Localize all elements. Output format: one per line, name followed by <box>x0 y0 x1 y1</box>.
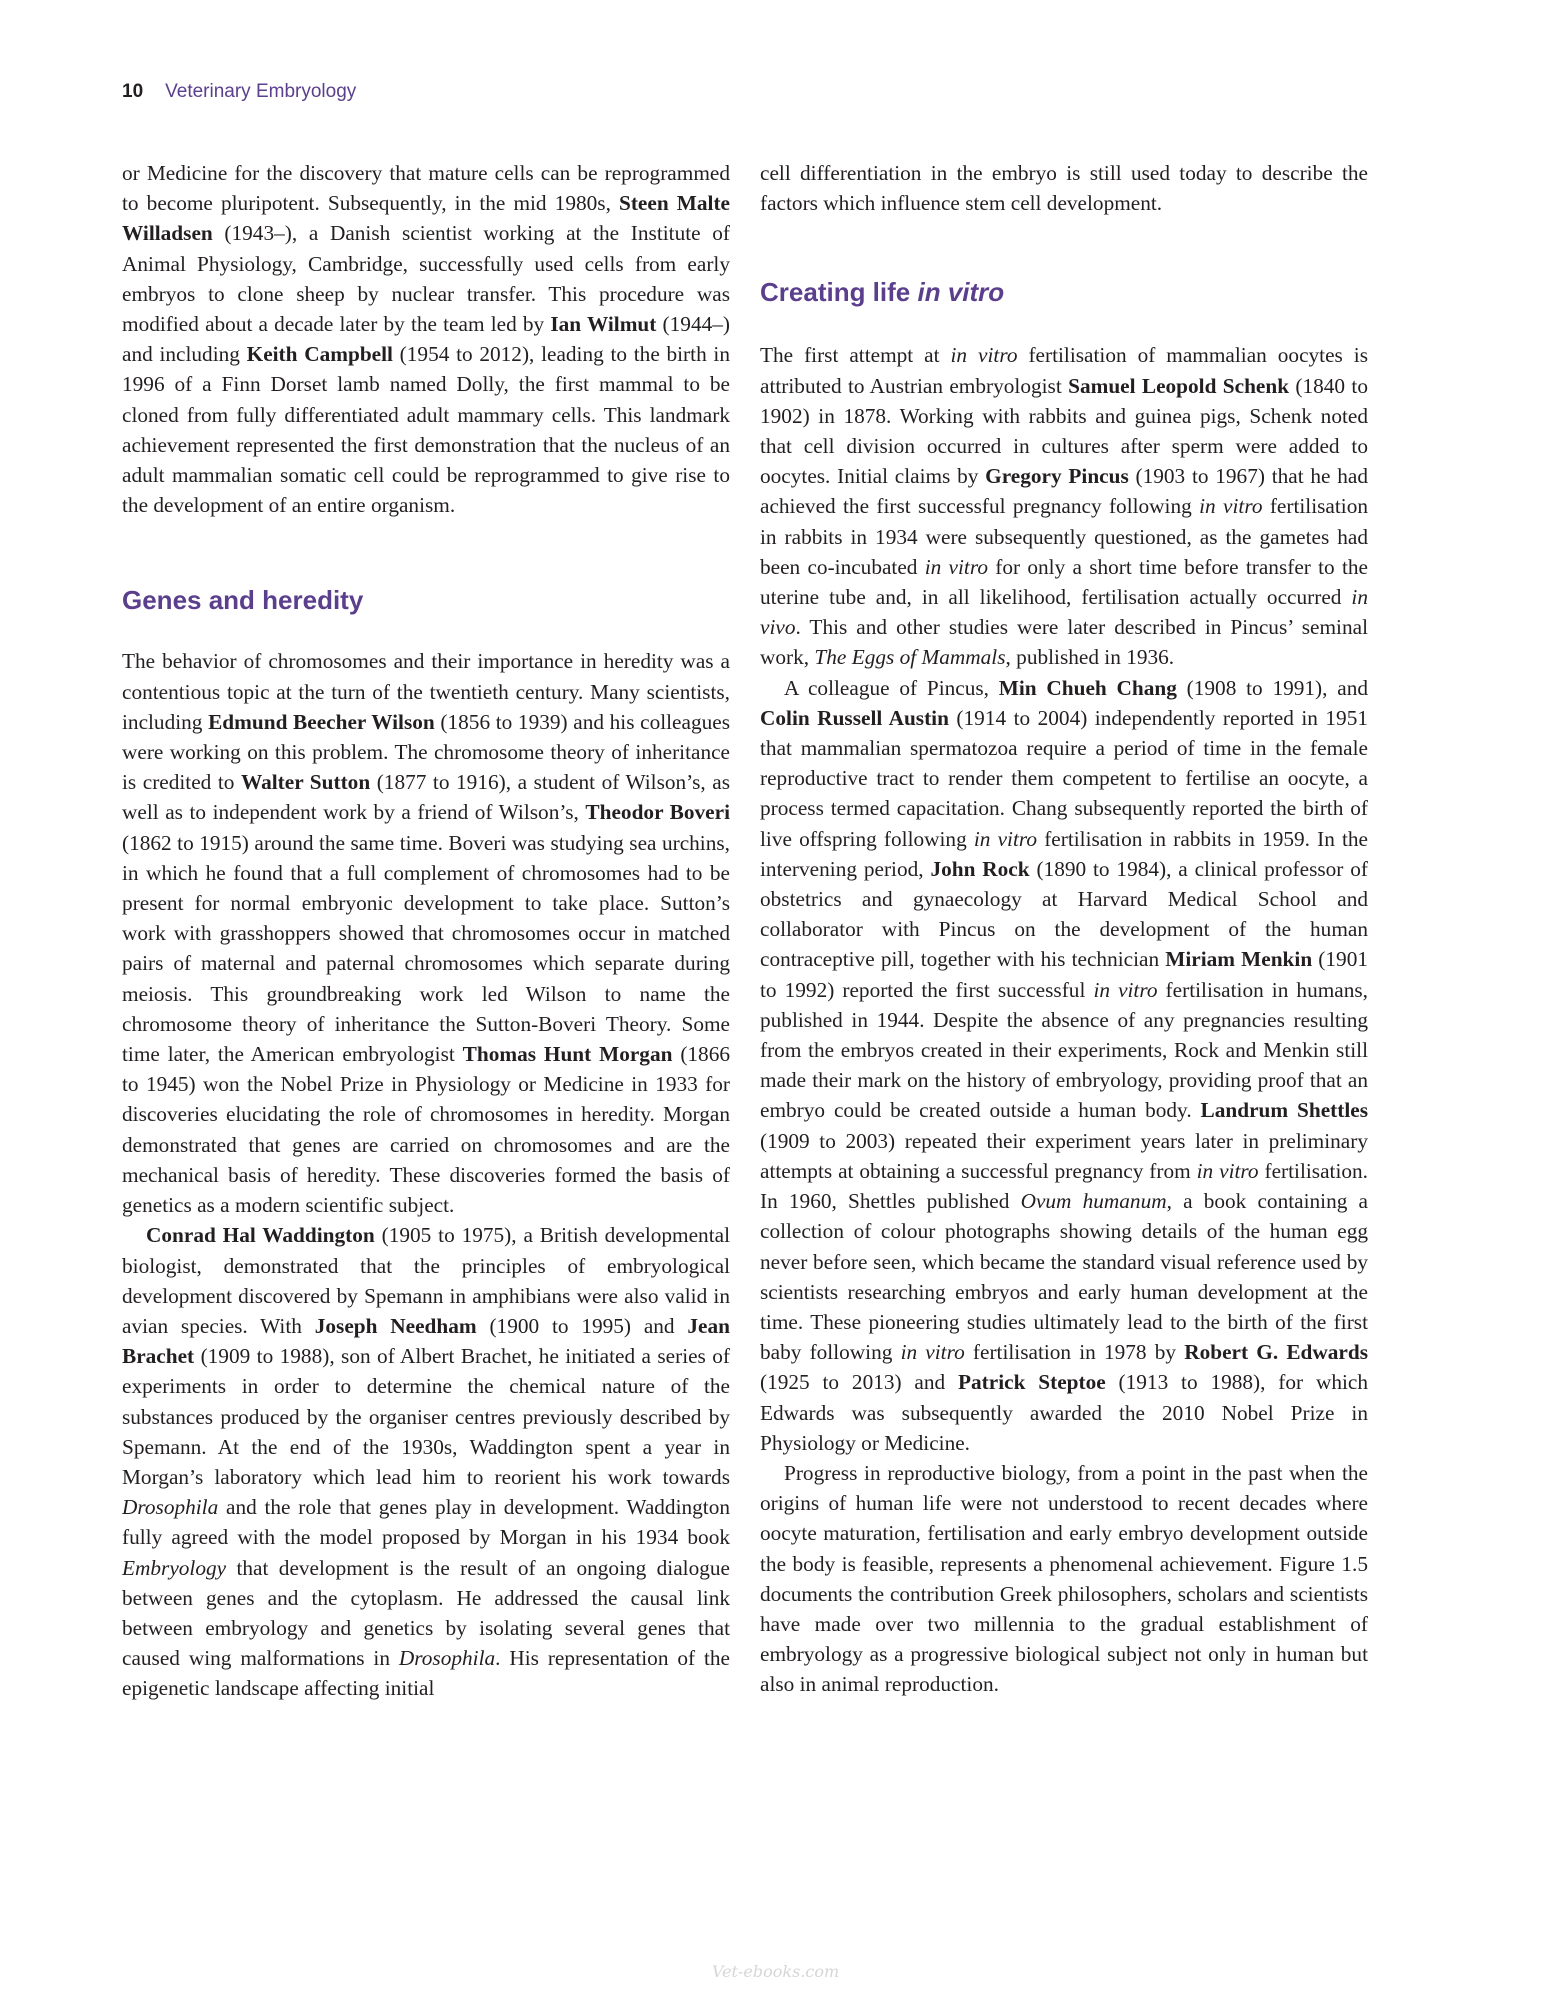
bold-name: Thomas Hunt Morgan <box>462 1042 673 1067</box>
text-run: A colleague of Pincus, <box>784 675 999 700</box>
text-run: , a book containing a collection of colour photographs showing details of the human egg never before seen, which became the standard visual reference used by scientists researching embryos and early human development at the time. These pioneering studies ultimately lead to the birth of the first baby following <box>760 1189 1368 1365</box>
bold-name: Gregory Pincus <box>985 464 1129 489</box>
bold-name: Walter Sutton <box>240 770 371 795</box>
text-run: (1866 to 1945) won the Nobel Prize in Physiology or Medicine in 1933 for discoveries elucidating the role of chromosomes in heredity. Morgan demonstrated that genes are carried on chromosomes and are the mechanical basis of heredity. These discoveries formed the basis of genetics as a modern scientific subject. <box>122 1042 730 1218</box>
text-run: , published in 1936. <box>1005 645 1175 670</box>
text-run: Creating life <box>760 277 918 308</box>
text-run: . This and other studies were later described in Pincus’ seminal work, <box>760 615 1368 670</box>
italic-text: in vitro <box>1196 1158 1259 1183</box>
text-run: (1909 to 2003) repeated their experiment years later in preliminary attempts at obtaining a successful pregnancy from <box>760 1128 1368 1183</box>
paragraph <box>122 158 730 520</box>
text-run: (1862 to 1915) around the same time. Boveri was studying sea urchins, in which he found that a full complement of chromosomes had to be present for normal embryonic development to take place. Sutton’s work with grasshoppers showed that chromosomes occur in matched pairs of maternal and paternal chromosomes which separate during meiosis. This groundbreaking work led Wilson to name the chromosome theory of inheritance the Sutton-Boveri Theory. Some time later, the American embryologist <box>122 830 730 1067</box>
italic-text: in vitro <box>924 554 988 579</box>
text-run: (1840 to 1902) in 1878. Working with rabbits and guinea pigs, Schenk noted that cell division occurred in cultures after sperm were added to oocytes. Initial claims by <box>760 373 1368 489</box>
text-run: cell differentiation in the embryo is still used today to describe the factors which influence stem cell development. <box>760 161 1368 216</box>
text-run: (1944–) and including <box>122 312 730 367</box>
text-run: (1877 to 1916), a student of Wilson’s, as well as to independent work by a friend of Wilson’s, <box>122 770 730 825</box>
text-run: (1903 to 1967) that he had achieved the first successful pregnancy following <box>760 464 1368 519</box>
bold-name: Robert G. Edwards <box>1184 1340 1368 1365</box>
book-title: Veterinary Embryology <box>165 81 357 102</box>
bold-name: Min Chueh Chang <box>998 675 1177 700</box>
text-run: or Medicine for the discovery that mature cells can be reprogrammed to become pluripotent. Subsequently, in the mid 1980s, <box>122 161 730 216</box>
text-run: fertilisation in 1978 by <box>964 1340 1185 1365</box>
paragraph <box>760 340 1368 672</box>
italic-text: in vitro <box>1199 494 1263 519</box>
text-run: (1914 to 2004) independently reported in 1951 that mammalian spermatozoa require a period of time in the female reproductive tract to render them competent to fertilise an oocyte, a process termed capacitation. Chang subsequently reported the birth of live offspring following <box>760 705 1368 851</box>
bold-name: Joseph Needham <box>314 1313 477 1338</box>
paragraph <box>122 646 730 1220</box>
italic-text: in vitro <box>950 343 1018 368</box>
bold-name: Landrum Shettles <box>1200 1098 1368 1123</box>
paragraph <box>760 1458 1368 1700</box>
watermark: Vet-ebooks.com <box>712 1962 840 1981</box>
paragraph <box>760 158 1368 218</box>
paragraph <box>760 673 1368 1458</box>
italic-text: Ovum humanum <box>1020 1189 1167 1214</box>
bold-name: Keith Campbell <box>246 342 393 367</box>
text-run: (1901 to 1992) reported the first successful <box>760 947 1368 1002</box>
text-run: The first attempt at <box>760 343 951 368</box>
text-run: (1909 to 1988), son of Albert Brachet, he initiated a series of experiments in order to determine the chemical nature of the substances produced by the organiser centres previously described by Spemann. At the end of the 1930s, Waddington spent a year in Morgan’s laboratory which lead him to reorient his work towards <box>122 1344 730 1489</box>
text-run: fertilisation in rabbits in 1934 were subsequently questioned, as the gametes had been co-incubated <box>760 494 1369 579</box>
text-run: (1925 to 2013) and <box>760 1370 959 1395</box>
bold-name: Patrick Steptoe <box>958 1370 1106 1395</box>
text-run: (1943–), a Danish scientist working at the Institute of Animal Physiology, Cambridge, successfully used cells from early embryos to clone sheep by nuclear transfer. This procedure was modified about a decade later by the team led by <box>122 221 730 337</box>
italic-text: in vitro <box>973 826 1038 851</box>
text-run: Progress in reproductive biology, from a point in the past when the origins of human life were not understood to recent decades where oocyte maturation, fertilisation and early embryo development outside the body is feasible, represents a phenomenal achievement. Figure 1.5 documents the contribution Greek philosophers, scholars and scientists have made over two millennia to the gradual establishment of embryology as a progressive biological subject not only in human but also in animal reproduction. <box>760 1460 1368 1697</box>
bold-name: Miriam Menkin <box>1165 947 1313 972</box>
text-run: that development is the result of an ongoing dialogue between genes and the cytoplasm. He addressed the causal link between embryology and genetics by isolating several genes that caused wing malformations in <box>122 1555 730 1671</box>
bold-name: Edmund Beecher Wilson <box>208 709 435 734</box>
right-column <box>760 158 1368 1700</box>
text-run: (1905 to 1975), a British developmental biologist, demonstrated that the principles of embryological development discovered by Spemann in amphibians were also valid in avian species. With <box>122 1223 730 1338</box>
left-column <box>122 158 730 1704</box>
text-run: and the role that genes play in development. Waddington fully agreed with the model proposed by Morgan in his 1934 book <box>122 1495 730 1550</box>
italic-text: in vitro <box>917 277 1005 308</box>
text-run: (1890 to 1984), a clinical professor of obstetrics and gynaecology at Harvard Medical School and collaborator with Pincus on the development of the human contraceptive pill, together with his technician <box>760 856 1368 972</box>
text-run: (1900 to 1995) and <box>476 1313 688 1338</box>
section-heading-genes-and-heredity: Genes and heredity <box>122 585 364 616</box>
text-run: fertilisation of mammalian oocytes is attributed to Austrian embryologist <box>760 343 1369 398</box>
text-run: (1856 to 1939) and his colleagues were working on this problem. The chromosome theory of inheritance is credited to <box>122 709 730 795</box>
running-head <box>122 80 356 104</box>
bold-name: Ian Wilmut <box>550 312 657 337</box>
text-run: (1954 to 2012), leading to the birth in 1996 of a Finn Dorset lamb named Dolly, the first mammal to be cloned from fully differentiated adult mammary cells. This landmark achievement represented the first demonstration that the nucleus of an adult mammalian somatic cell could be reprogrammed to give rise to the development of an entire organism. <box>122 342 730 518</box>
text-run: fertilisation. In 1960, Shettles published <box>760 1158 1369 1214</box>
italic-text: Embryology <box>122 1555 227 1580</box>
bold-name: John Rock <box>930 856 1030 881</box>
text-run: (1908 to 1991), and <box>1176 675 1368 700</box>
text-run: (1913 to 1988), for which Edwards was subsequently awarded the 2010 Nobel Prize in Physiology or Medicine. <box>760 1370 1369 1455</box>
italic-text: in vitro <box>1093 977 1158 1002</box>
bold-name: Jean Brachet <box>122 1313 730 1369</box>
italic-text: Drosophila <box>122 1495 219 1520</box>
italic-text: The Eggs of Mammals <box>814 645 1006 670</box>
text-run: The behavior of chromosomes and their importance in heredity was a contentious topic at the turn of the twentieth century. Many scientists, including <box>122 649 730 734</box>
text-run: . His representation of the epigenetic landscape affecting initial <box>122 1646 731 1701</box>
bold-name: Conrad Hal Waddington <box>146 1223 375 1248</box>
text-run: for only a short time before transfer to the uterine tube and, in all likelihood, fertilisation actually occurred <box>760 554 1368 610</box>
text-run: fertilisation in humans, published in 1944. Despite the absence of any pregnancies resulting from the embryos created in their experiments, Rock and Menkin still made their mark on the history of embryology, providing proof that an embryo could be created outside a human body. <box>760 977 1369 1123</box>
text-run: fertilisation in rabbits in 1959. In the intervening period, <box>760 826 1369 881</box>
page-number: 10 <box>122 81 144 102</box>
bold-name: Colin Russell Austin <box>760 705 949 730</box>
paragraph <box>122 1220 730 1703</box>
bold-name: Theodor Boveri <box>585 800 731 825</box>
italic-text: in vitro <box>900 1340 965 1365</box>
italic-text: in vivo <box>760 585 1368 640</box>
section-heading-creating-life-in-vitro <box>760 276 1368 308</box>
italic-text: Drosophila <box>398 1646 496 1671</box>
bold-name: Samuel Leopold Schenk <box>1068 373 1290 398</box>
bold-name: Steen Malte Willadsen <box>122 191 730 246</box>
